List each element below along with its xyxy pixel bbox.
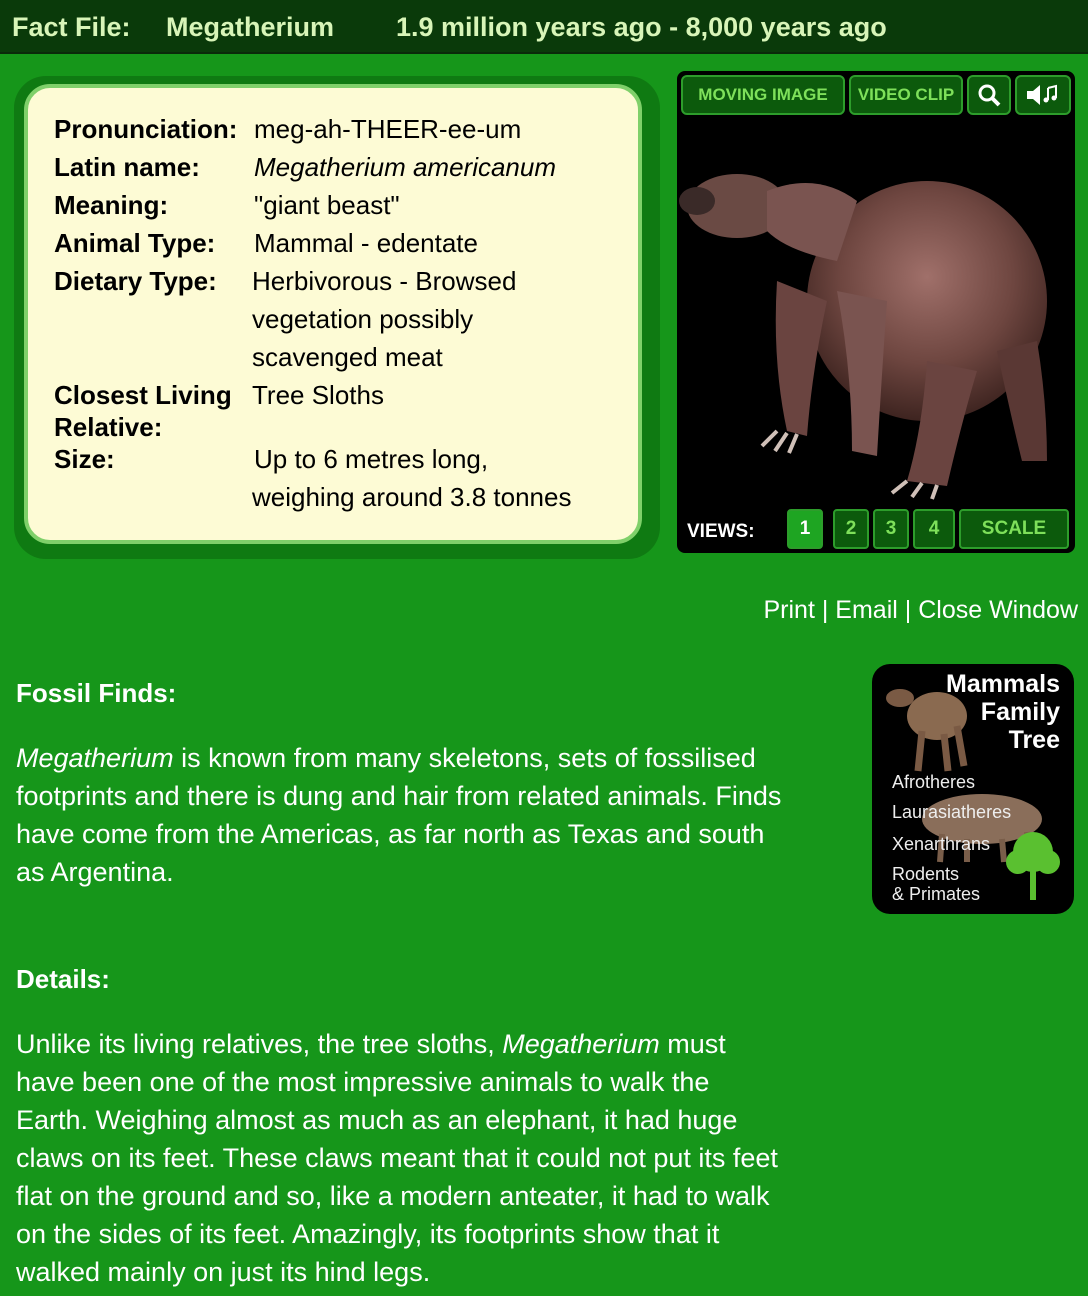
text-line: must	[659, 1029, 726, 1059]
text-line: flat on the ground and so, like a modern anteater, it had to walk	[16, 1181, 770, 1211]
fact-box-inner	[24, 84, 642, 544]
text-line: have been one of the most impressive animals to walk the	[16, 1067, 710, 1097]
fact-label-animal-type: Animal Type:	[54, 228, 216, 258]
time-period: 1.9 million years ago - 8,000 years ago	[396, 12, 887, 42]
italic-name: Megatherium	[16, 743, 174, 773]
fact-box	[14, 76, 660, 559]
view-1-button[interactable]: 1	[787, 509, 823, 549]
magnifier-icon	[976, 82, 1002, 108]
media-viewer	[677, 71, 1075, 553]
fact-value-pronunciation: meg-ah-THEER-ee-um	[254, 114, 522, 144]
views-label: VIEWS:	[687, 521, 755, 542]
mammals-family-tree-link[interactable]	[872, 664, 1074, 914]
fact-value-relative: Tree Sloths	[252, 380, 384, 410]
view-4-button[interactable]: 4	[913, 509, 955, 549]
fact-value-dietary-line: vegetation possibly	[252, 304, 474, 334]
fact-value-meaning: "giant beast"	[254, 190, 400, 220]
text-line: have come from the Americas, as far north as Texas and south	[16, 819, 765, 849]
fact-label-size: Size:	[54, 444, 115, 474]
close-window-link[interactable]: Close Window	[918, 596, 1078, 624]
tree-item-rodents: Rodents	[892, 864, 960, 884]
text-line: Unlike its living relatives, the tree sloths,	[16, 1029, 503, 1059]
fact-label-relative-line: Relative:	[54, 412, 163, 442]
details-text	[16, 1025, 846, 1291]
fact-value-size-line: Up to 6 metres long,	[254, 444, 489, 474]
moving-image-tab[interactable]: MOVING IMAGE	[681, 75, 845, 115]
fact-label-relative-line: Closest Living	[54, 380, 232, 410]
tree-title-line: Tree	[1008, 726, 1060, 754]
fact-value-dietary-line: scavenged meat	[252, 342, 443, 372]
text-line: walked mainly on just its hind legs.	[16, 1257, 431, 1287]
text-line: on the sides of its feet. Amazingly, its footprints show that it	[16, 1219, 720, 1249]
italic-name: Megatherium	[502, 1029, 660, 1059]
fact-value-animal-type: Mammal - edentate	[254, 228, 478, 258]
text-line: footprints and there is dung and hair from related animals. Finds	[16, 781, 782, 811]
tree-title-line: Mammals	[946, 670, 1060, 698]
email-link[interactable]: Email	[835, 596, 898, 624]
animal-name: Megatherium	[166, 12, 335, 42]
fact-value-dietary-line: Herbivorous - Browsed	[252, 266, 517, 296]
text-line: as Argentina.	[16, 857, 174, 887]
text-line: Earth. Weighing almost as much as an elephant, it had huge	[16, 1105, 738, 1135]
text-line: claws on its feet. These claws meant that it could not put its feet	[16, 1143, 778, 1173]
link-separator: |	[821, 596, 829, 624]
fact-value-size-line: weighing around 3.8 tonnes	[252, 482, 572, 512]
scale-button[interactable]: SCALE	[959, 509, 1069, 549]
link-separator: |	[904, 596, 912, 624]
tree-item-afrotheres: Afrotheres	[892, 772, 976, 792]
view-2-button[interactable]: 2	[833, 509, 869, 549]
tree-item-primates: & Primates	[892, 884, 981, 904]
megatherium-image	[677, 131, 1075, 511]
fossil-finds-heading: Fossil Finds:	[16, 678, 177, 708]
tree-title-line: Family	[980, 698, 1060, 726]
fact-label-meaning: Meaning:	[54, 190, 169, 220]
tree-icon	[1002, 824, 1064, 904]
speaker-icon	[1024, 82, 1062, 108]
fact-label-dietary-type: Dietary Type:	[54, 266, 217, 296]
header-label: Fact File:	[12, 12, 131, 42]
text-line: is known from many skeletons, sets of fossilised	[173, 743, 756, 773]
header-bar	[0, 0, 1088, 54]
print-link[interactable]: Print	[763, 596, 815, 624]
fact-label-latin: Latin name:	[54, 152, 200, 182]
media-tabs	[681, 75, 1071, 115]
tree-item-xenarthrans: Xenarthrans	[892, 834, 991, 854]
fact-label-pronunciation: Pronunciation:	[54, 114, 238, 144]
zoom-button[interactable]	[967, 75, 1011, 115]
action-links	[763, 596, 1078, 625]
tree-item-laurasiatheres: Laurasiatheres	[892, 802, 1012, 822]
details-heading: Details:	[16, 964, 110, 994]
view-3-button[interactable]: 3	[873, 509, 909, 549]
sound-button[interactable]	[1015, 75, 1071, 115]
fact-value-latin: Megatherium americanum	[254, 152, 557, 182]
fossil-finds-text	[16, 739, 846, 891]
video-clip-tab[interactable]: VIDEO CLIP	[849, 75, 963, 115]
